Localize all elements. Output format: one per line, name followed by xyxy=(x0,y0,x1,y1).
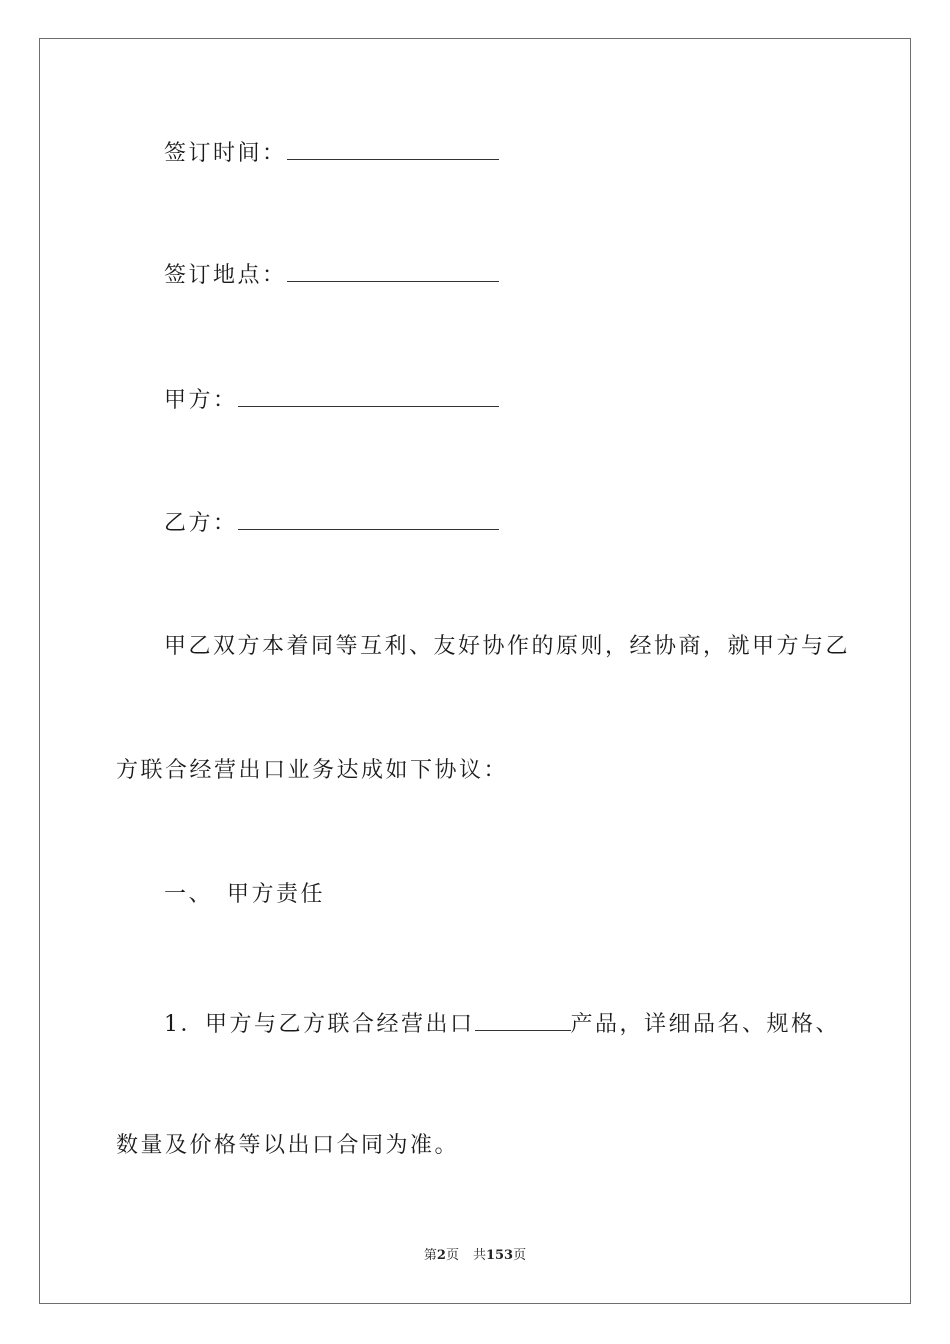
total-suffix: 页 xyxy=(513,1248,527,1263)
intro-line-1: 甲乙双方本着同等互利、友好协作的原则，经协商，就甲方与乙 xyxy=(164,634,851,659)
section-heading xyxy=(164,880,325,910)
field-label: 乙方： xyxy=(164,511,238,536)
intro-line-2: 方联合经营出口业务达成如下协议： xyxy=(116,758,509,783)
field-label: 签订地点： xyxy=(164,263,287,288)
page-border xyxy=(39,38,911,1304)
clause-text: 产品，详细品名、规格、 xyxy=(570,1012,841,1037)
field-party-a xyxy=(164,384,499,416)
blank-line xyxy=(238,384,499,407)
total-prefix: 共 xyxy=(472,1248,486,1263)
field-party-b xyxy=(164,507,499,539)
page-footer xyxy=(0,1247,950,1265)
page-number: 2 xyxy=(436,1248,446,1263)
clause-1-line-1 xyxy=(164,1008,840,1040)
blank-line xyxy=(287,259,499,282)
section-title: 甲方责任 xyxy=(227,882,326,907)
section-number: 一、 xyxy=(164,882,214,907)
footer-prefix: 第 xyxy=(423,1248,437,1263)
total-pages: 153 xyxy=(485,1248,514,1263)
blank-line xyxy=(287,137,499,160)
field-label: 签订时间： xyxy=(164,141,287,166)
field-sign-place xyxy=(164,259,499,291)
clause-1-line-2: 数量及价格等以出口合同为准。 xyxy=(116,1133,460,1158)
field-label: 甲方： xyxy=(164,388,238,413)
footer-suffix: 页 xyxy=(445,1248,459,1263)
blank-line xyxy=(238,507,499,530)
blank-line xyxy=(475,1008,571,1031)
clause-text: 1．甲方与乙方联合经营出口 xyxy=(164,1012,475,1037)
field-sign-time xyxy=(164,137,499,169)
